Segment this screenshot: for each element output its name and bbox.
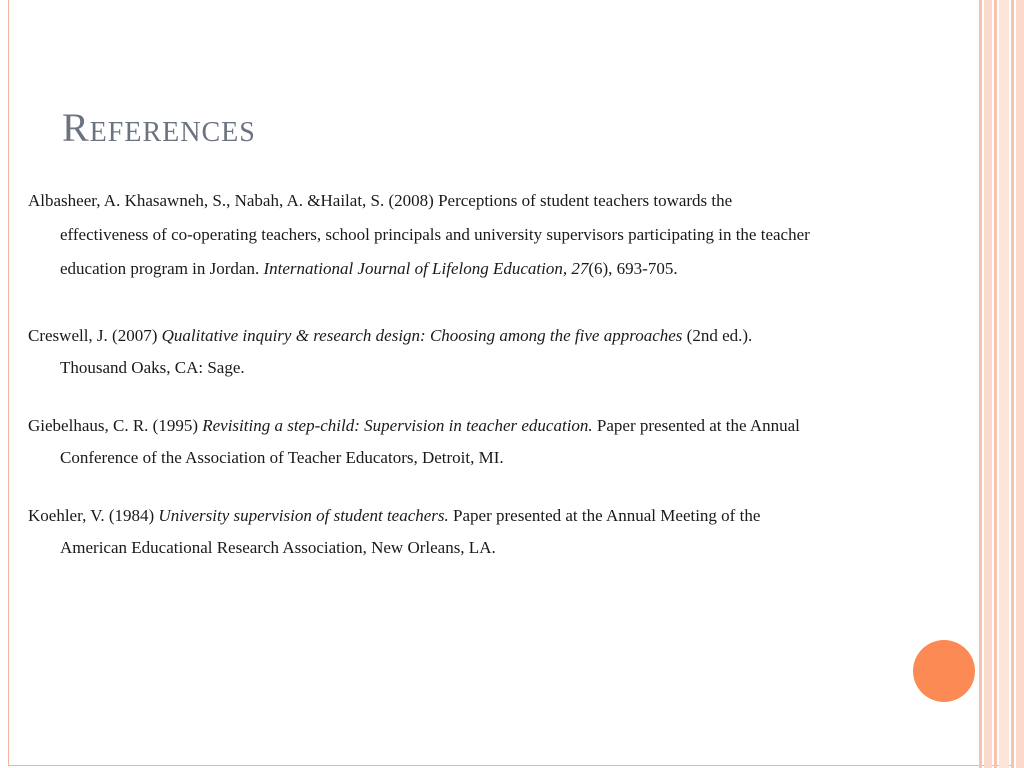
slide-title: References <box>62 105 256 150</box>
reference-source: Qualitative inquiry & research design: Choosing among the five approaches <box>161 326 683 345</box>
reference-author: Creswell, J. (2007) <box>28 326 162 345</box>
decorative-circle <box>913 640 975 702</box>
reference-item <box>28 410 818 474</box>
reference-source: University supervision of student teachers. <box>158 506 449 525</box>
decorative-stripe <box>984 0 992 768</box>
reference-author: Koehler, V. (1984) <box>28 506 159 525</box>
decorative-stripe <box>979 0 982 768</box>
reference-text: (6), 693-705. <box>588 259 678 278</box>
reference-text: Perceptions of student teachers towards the effectiveness of co-operating teachers, school principals and university supervisors participating in the teacher education program in Jordan. <box>60 191 810 278</box>
decorative-stripe <box>999 0 1009 768</box>
reference-author: Giebelhaus, C. R. (1995) <box>28 416 203 435</box>
reference-author: Albasheer, A. Khasawneh, S., Nabah, A. &Hailat, S. (2008) <box>28 191 439 210</box>
reference-source: International Journal of Lifelong Education, 27 <box>263 259 589 278</box>
decorative-stripe <box>1016 0 1024 768</box>
reference-text: Paper presented at the Annual Conference of the Association of Teacher Educators, Detroit, MI. <box>60 416 800 467</box>
decorative-stripe <box>1011 0 1014 768</box>
decorative-stripe <box>994 0 997 768</box>
reference-text: Paper presented at the Annual Meeting of the American Educational Research Association, New Orleans, LA. <box>60 506 761 557</box>
reference-source: Revisiting a step-child: Supervision in teacher education. <box>202 416 593 435</box>
reference-text: (2nd ed.). Thousand Oaks, CA: Sage. <box>60 326 753 377</box>
reference-item <box>28 184 818 286</box>
reference-item <box>28 320 818 384</box>
reference-list <box>28 184 818 564</box>
reference-item <box>28 500 818 564</box>
